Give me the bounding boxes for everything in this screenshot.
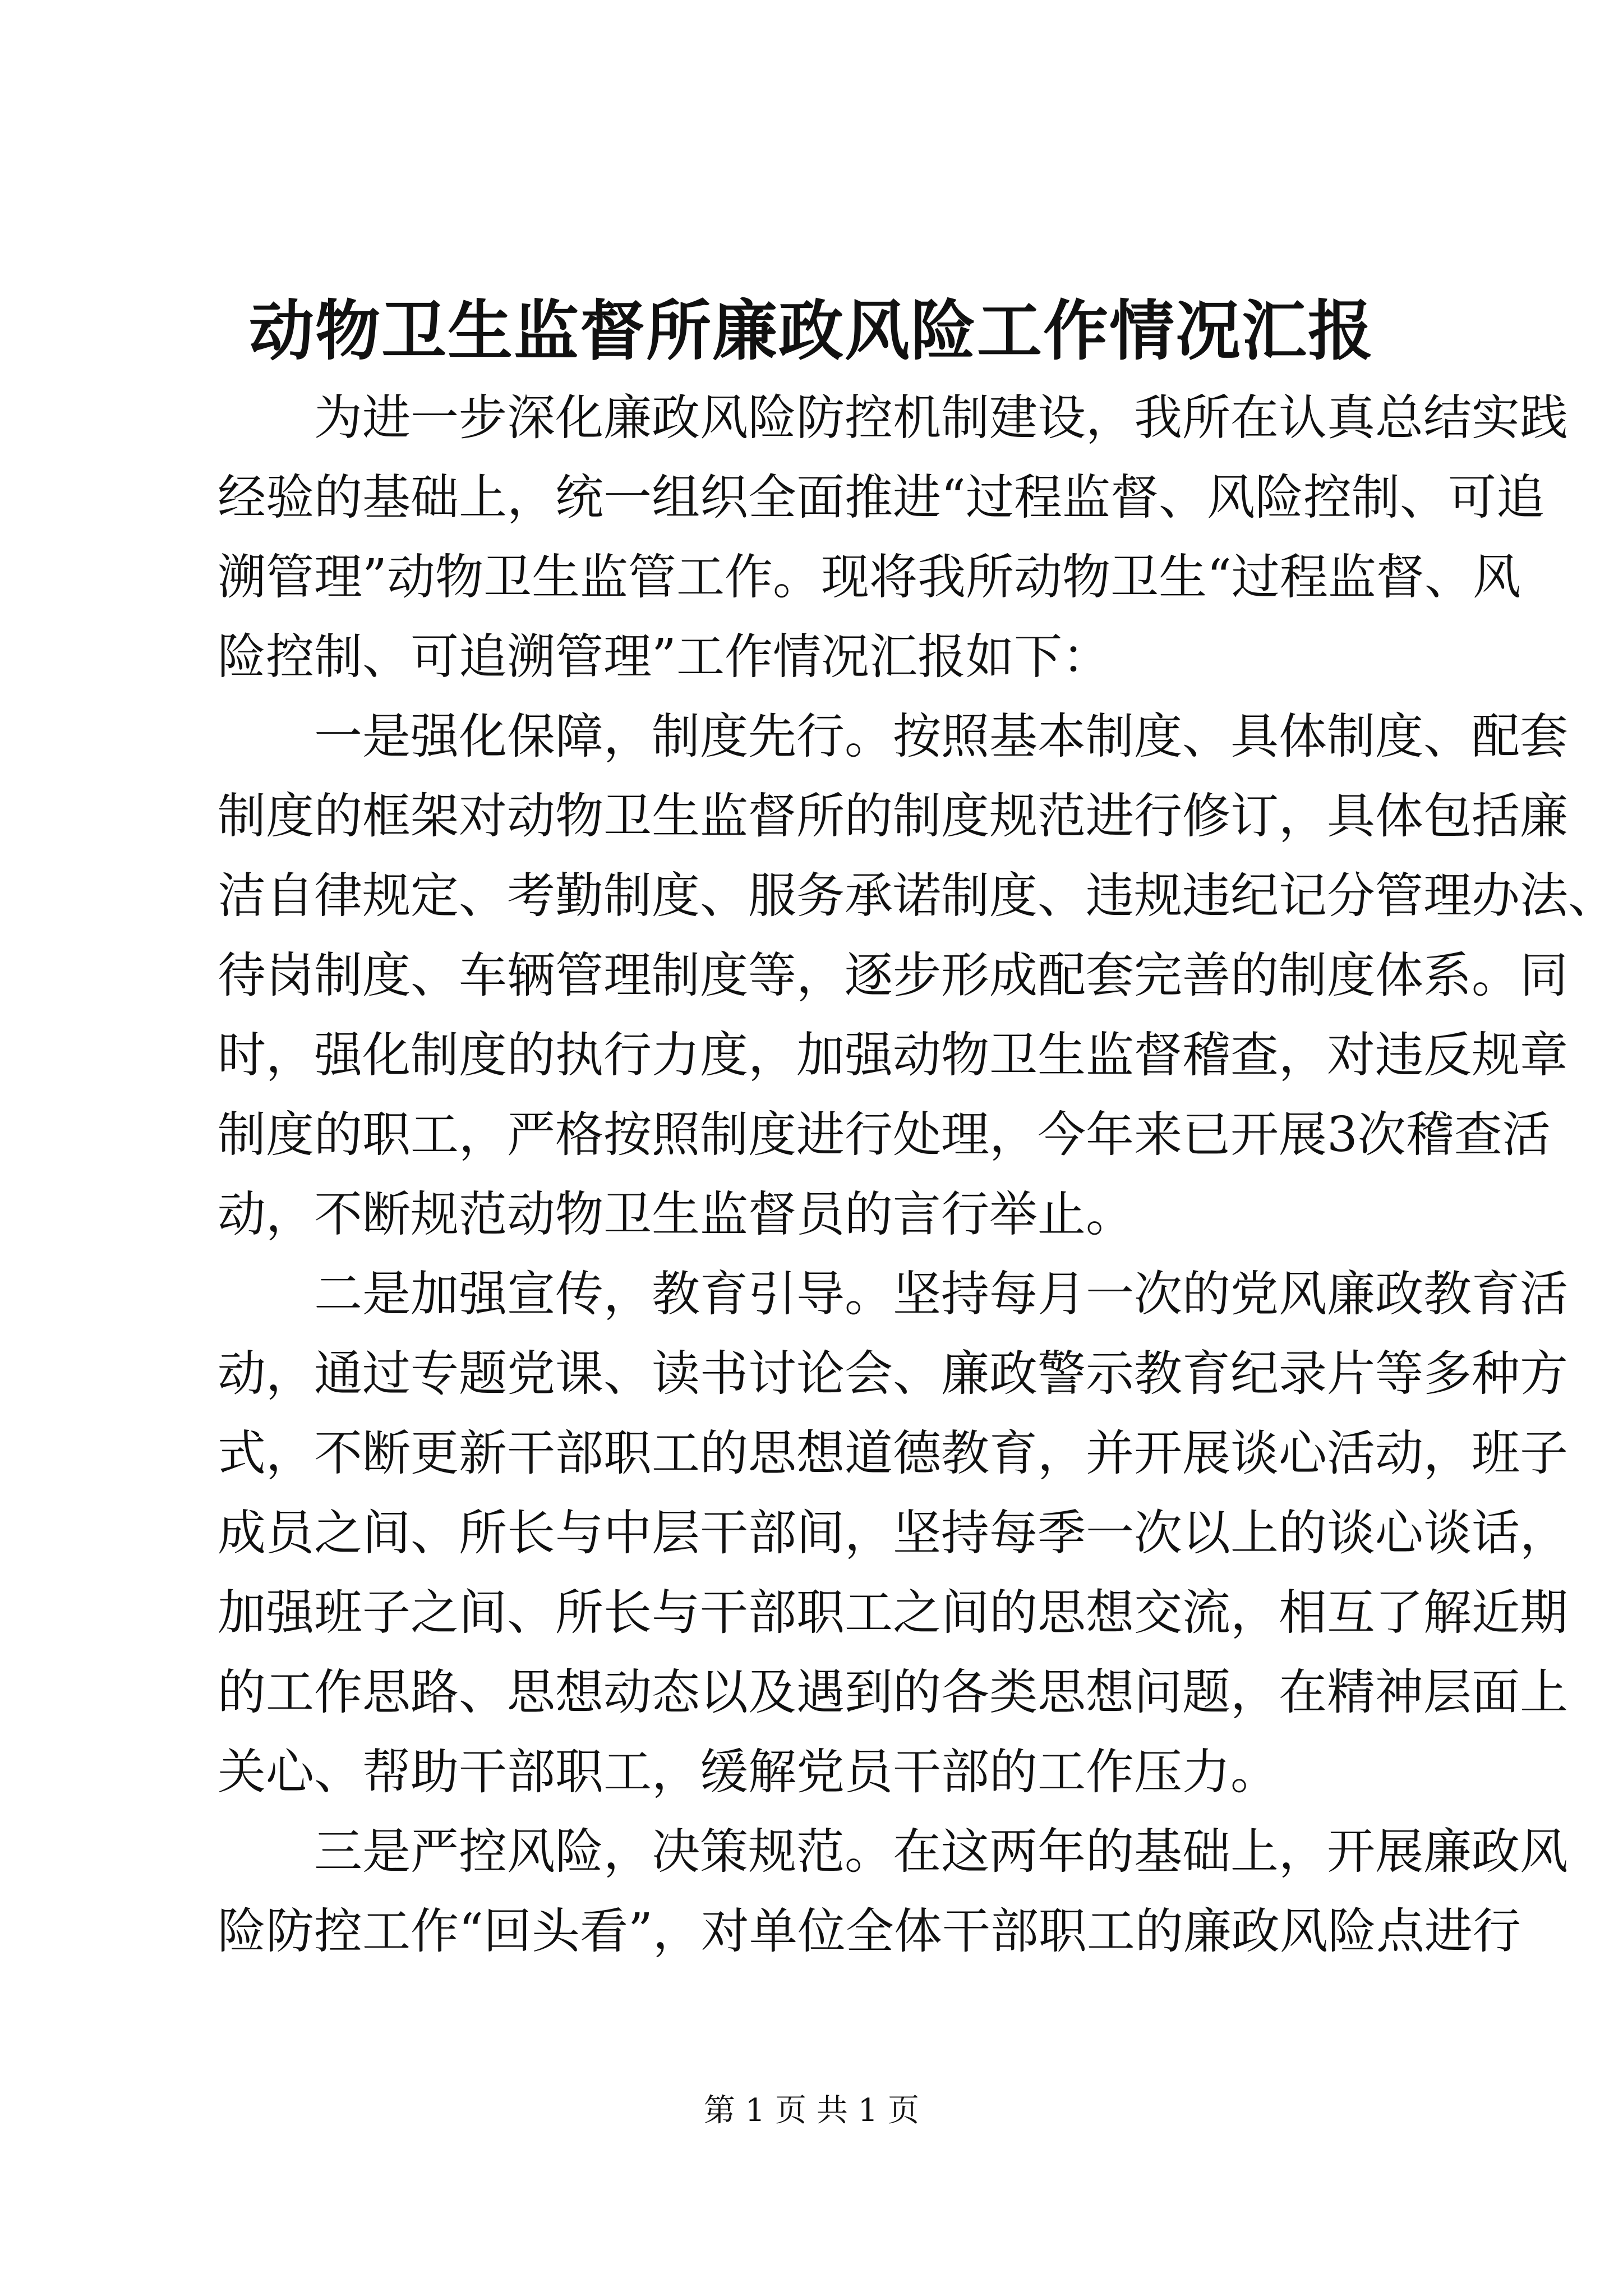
paragraph-line: 待岗制度、车辆管理制度等，逐步形成配套完善的制度体系。同 — [218, 947, 1568, 1004]
paragraph-line: 动，通过专题党课、读书讨论会、廉政警示教育纪录片等多种方 — [218, 1346, 1568, 1402]
paragraph-line: 险防控工作“回头看”，对单位全体干部职工的廉政风险点进行 — [218, 1903, 1521, 1959]
paragraph-line: 加强班子之间、所长与干部职工之间的思想交流，相互了解近期 — [218, 1585, 1568, 1641]
paragraph-line: 一是强化保障，制度先行。按照基本制度、具体制度、配套 — [314, 708, 1568, 765]
page-footer: 第 1 页 共 1 页 — [703, 2092, 920, 2129]
paragraph-line: 三是严控风险，决策规范。在这两年的基础上，开展廉政风 — [314, 1824, 1568, 1880]
paragraph-line: 制度的职工，严格按照制度进行处理，今年来已开展3次稽查活 — [218, 1107, 1551, 1163]
paragraph-line: 险控制、可追溯管理”工作情况汇报如下： — [218, 629, 1110, 685]
paragraph-line: 溯管理”动物卫生监管工作。现将我所动物卫生“过程监督、风 — [218, 549, 1521, 605]
paragraph-line: 经验的基础上，统一组织全面推进“过程监督、风险控制、可追 — [218, 470, 1544, 526]
paragraph-line: 二是加强宣传，教育引导。坚持每月一次的党风廉政教育活 — [314, 1266, 1568, 1322]
paragraph-line: 洁自律规定、考勤制度、服务承诺制度、违规违纪记分管理办法、 — [218, 868, 1616, 924]
paragraph-line: 成员之间、所长与中层干部间，坚持每季一次以上的谈心谈话， — [218, 1505, 1568, 1561]
paragraph-line: 式，不断更新干部职工的思想道德教育，并开展谈心活动，班子 — [218, 1425, 1568, 1481]
paragraph-line: 关心、帮助干部职工，缓解党员干部的工作压力。 — [218, 1744, 1279, 1800]
paragraph-line: 动，不断规范动物卫生监督员的言行举止。 — [218, 1186, 1134, 1243]
paragraph-line: 为进一步深化廉政风险防控机制建设，我所在认真总结实践 — [314, 390, 1568, 446]
paragraph-line: 时，强化制度的执行力度，加强动物卫生监督稽查，对违反规章 — [218, 1027, 1568, 1083]
paragraph-line: 制度的框架对动物卫生监督所的制度规范进行修订，具体包括廉 — [218, 788, 1568, 844]
document-title: 动物卫生监督所廉政风险工作情况汇报 — [249, 293, 1374, 369]
paragraph-line: 的工作思路、思想动态以及遇到的各类思想问题，在精神层面上 — [218, 1664, 1568, 1720]
